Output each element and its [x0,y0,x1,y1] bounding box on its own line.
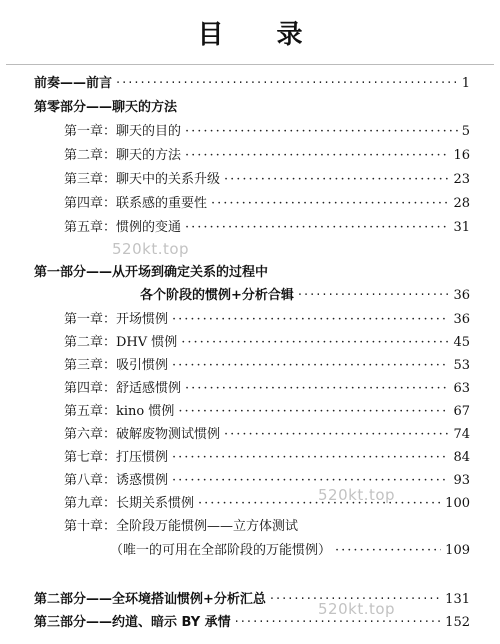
leader-dots [181,333,449,353]
toc-entry-page: 53 [453,358,470,373]
toc-part3[interactable] [34,613,470,633]
watermark-text: 520kt.top [112,240,190,258]
toc-entry-label: 第四章：舒适感惯例 [64,381,182,396]
leader-dots [185,379,449,399]
toc-entry-page: 152 [445,615,470,630]
part0-chapter-4[interactable] [64,194,470,214]
toc-entry-page: 1 [461,76,470,91]
leader-dots [224,170,449,190]
leader-dots [185,218,449,238]
part0-chapter-3[interactable] [64,170,470,190]
part1-chapter-5[interactable] [64,402,470,422]
toc-part1-heading[interactable]: 第一部分——从开场到确定关系的过程中 [34,265,269,280]
toc-entry-label: 第五章：kino 惯例 [64,404,175,419]
watermark-text: 520kt.top [318,486,396,504]
toc-entry-label: 各个阶段的惯例+分析合辑 [140,288,294,303]
watermark-text: 520kt.top [318,600,396,618]
leader-dots [178,402,449,422]
toc-entry-page: 16 [453,148,470,163]
toc-entry-label: （唯一的可用在全部阶段的万能惯例） [110,543,332,558]
leader-dots [116,74,458,94]
toc-entry-page: 74 [453,427,470,442]
toc-part1-chapter10-sub[interactable] [110,541,470,561]
leader-dots [172,310,449,330]
toc-entry-page: 93 [453,473,470,488]
part1-chapter-6[interactable] [64,425,470,445]
toc-part2[interactable] [34,590,470,610]
part1-chapter-2[interactable] [64,333,470,353]
toc-entry-page: 131 [445,592,470,607]
part1-chapter-1[interactable] [64,310,470,330]
toc-entry-label: 第二章：聊天的方法 [64,148,182,163]
part0-chapter-5[interactable] [64,218,470,238]
leader-dots [224,425,449,445]
leader-dots [172,448,449,468]
toc-entry-label: 第七章：打压惯例 [64,450,169,465]
toc-part1-chapter10[interactable]: 第十章：全阶段万能惯例——立方体测试 [64,519,299,534]
toc-entry-page: 31 [453,220,470,235]
leader-dots [211,194,449,214]
toc-entry-page: 36 [453,312,470,327]
toc-entry-label: 第九章：长期关系惯例 [64,496,195,511]
toc-entry-page: 100 [445,496,470,511]
toc-entry-label: 第三部分——约道、暗示 BY 承情 [34,615,231,630]
part1-chapter-4[interactable] [64,379,470,399]
top-rule [6,64,494,65]
toc-entry-label: 第三章：吸引惯例 [64,358,169,373]
toc-entry-page: 67 [453,404,470,419]
toc-entry-label: 第一章：开场惯例 [64,312,169,327]
toc-entry-page: 28 [453,196,470,211]
page-title: 目 录 [197,20,325,50]
toc-entry-label: 第三章：聊天中的关系升级 [64,172,221,187]
toc-entry-page: 45 [453,335,470,350]
part0-chapter-1[interactable] [64,122,470,142]
leader-dots [335,541,441,561]
part1-chapter-7[interactable] [64,448,470,468]
part1-chapter-8[interactable] [64,471,470,491]
toc-entry-label: 第六章：破解废物测试惯例 [64,427,221,442]
leader-dots [172,356,449,376]
toc-entry-preface[interactable] [34,74,470,94]
part0-chapter-2[interactable] [64,146,470,166]
leader-dots [172,471,449,491]
toc-entry-label: 第八章：诱惑惯例 [64,473,169,488]
toc-entry-label: 第一章：聊天的目的 [64,124,182,139]
toc-part0-heading[interactable]: 第零部分——聊天的方法 [34,100,178,115]
toc-entry-label: 第二部分——全环境搭讪惯例+分析汇总 [34,592,266,607]
toc-entry-page: 5 [461,124,470,139]
leader-dots [298,286,450,306]
part1-chapter-9[interactable] [64,494,470,514]
leader-dots [185,122,458,142]
toc-entry-page: 84 [453,450,470,465]
toc-entry-label: 第二章：DHV 惯例 [64,335,178,350]
toc-entry-page: 23 [453,172,470,187]
toc-entry-page: 109 [445,543,470,558]
toc-entry-page: 63 [453,381,470,396]
leader-dots [185,146,449,166]
part1-chapter-3[interactable] [64,356,470,376]
toc-entry-label: 前奏——前言 [34,76,113,91]
toc-part1-subheading[interactable] [140,286,470,306]
toc-entry-label: 第五章：惯例的变通 [64,220,182,235]
toc-entry-label: 第四章：联系感的重要性 [64,196,208,211]
toc-entry-page: 36 [453,288,470,303]
